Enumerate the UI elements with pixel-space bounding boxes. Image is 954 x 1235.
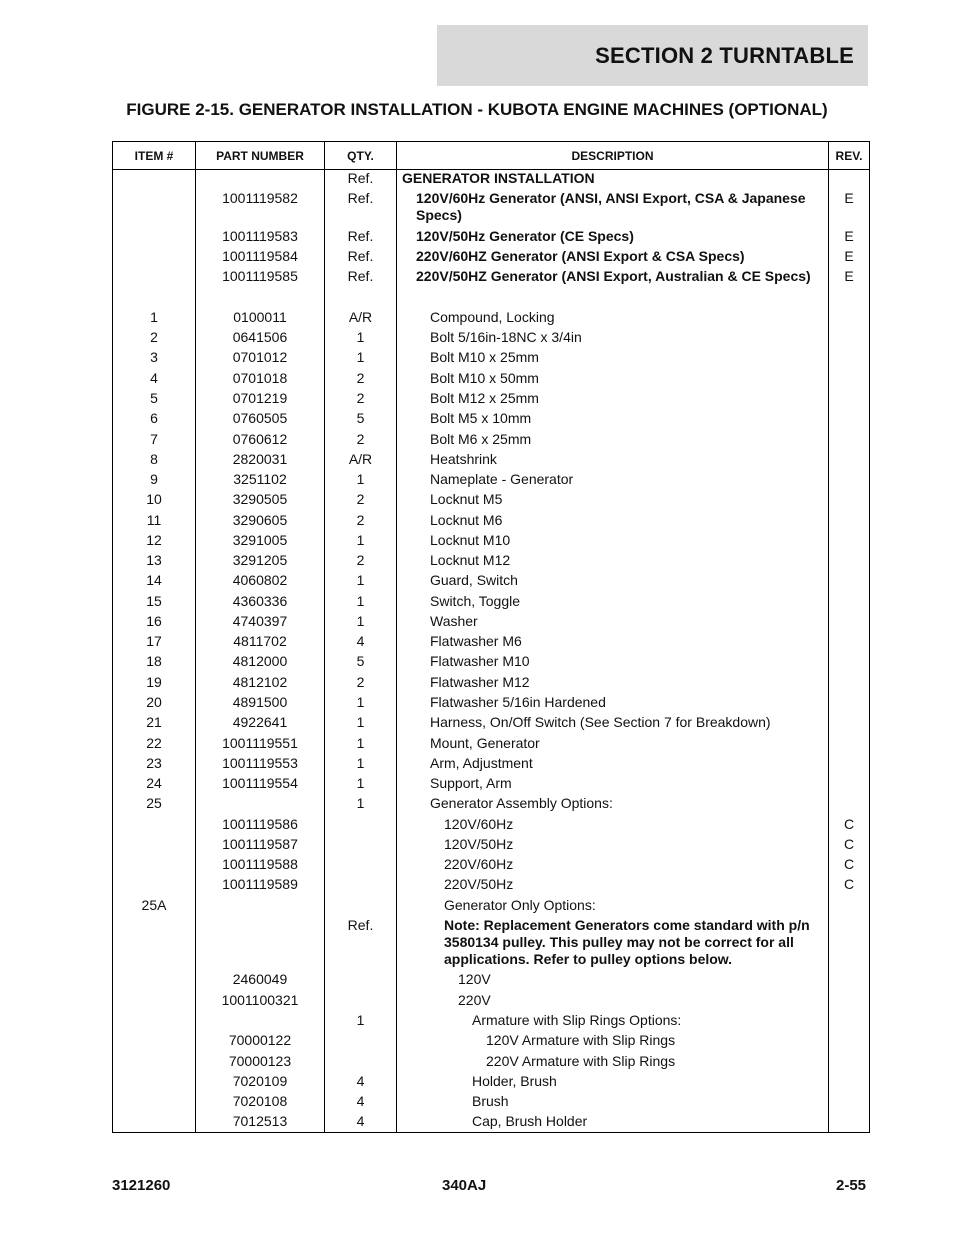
quantity: 1 <box>356 329 365 345</box>
part-number: 70000123 <box>228 1053 292 1069</box>
item-number: 24 <box>146 775 162 791</box>
description: Bolt M10 x 50mm <box>430 370 539 386</box>
item-number: 19 <box>146 674 162 690</box>
revision: E <box>844 190 854 206</box>
description: Locknut M10 <box>430 532 511 548</box>
item-number: 8 <box>150 451 158 467</box>
part-number: 3291005 <box>232 532 288 548</box>
item-number: 12 <box>146 532 162 548</box>
quantity: 1 <box>356 714 365 730</box>
quantity: 1 <box>356 593 365 609</box>
item-number: 21 <box>146 714 162 730</box>
part-number: 3291205 <box>232 552 288 568</box>
description: Compound, Locking <box>430 309 555 325</box>
header-part-number: PART NUMBER <box>216 149 304 163</box>
figure-title: FIGURE 2-15. GENERATOR INSTALLATION - KUBOTA ENGINE MACHINES (OPTIONAL) <box>126 100 828 119</box>
quantity: 1 <box>356 735 365 751</box>
part-number: 0100011 <box>233 309 287 325</box>
quantity: 4 <box>356 1073 365 1089</box>
description: GENERATOR INSTALLATION <box>402 170 595 186</box>
quantity: 1 <box>356 471 365 487</box>
quantity: 1 <box>356 572 365 588</box>
quantity: Ref. <box>347 268 374 284</box>
description: 120V/50Hz <box>444 836 514 852</box>
description: 220V/60Hz <box>444 856 514 872</box>
description: Armature with Slip Rings Options: <box>472 1012 682 1028</box>
part-number: 3251102 <box>233 471 287 487</box>
description: Bolt 5/16in-18NC x 3/4in <box>430 329 582 345</box>
item-number: 16 <box>146 613 162 629</box>
quantity: 2 <box>356 552 365 568</box>
column-divider <box>828 142 829 1132</box>
part-number: 1001119554 <box>222 775 298 791</box>
part-number: 3290505 <box>232 491 288 507</box>
description: 220V/50Hz <box>444 876 514 892</box>
description: Holder, Brush <box>472 1073 557 1089</box>
description: Generator Assembly Options: <box>430 795 613 811</box>
description: Arm, Adjustment <box>430 755 533 771</box>
item-number: 4 <box>150 370 158 386</box>
quantity: 2 <box>356 390 365 406</box>
footer-page-number: 2-55 <box>836 1177 867 1194</box>
part-number: 4740397 <box>232 613 288 629</box>
description: 120V/50Hz Generator (CE Specs) <box>416 228 634 244</box>
description: 220V/60HZ Generator (ANSI Export & CSA Specs) <box>416 248 745 264</box>
part-number: 4360336 <box>232 593 288 609</box>
item-number: 5 <box>150 390 158 406</box>
item-number: 18 <box>146 653 162 669</box>
quantity: Ref. <box>347 190 374 206</box>
quantity: 2 <box>356 512 365 528</box>
quantity: 2 <box>356 431 365 447</box>
item-number: 10 <box>146 491 162 507</box>
part-number: 70000122 <box>228 1032 292 1048</box>
item-number: 17 <box>146 633 162 649</box>
revision: E <box>844 268 854 284</box>
part-number: 1001119589 <box>222 876 298 892</box>
description: 120V Armature with Slip Rings <box>486 1032 676 1048</box>
quantity: 1 <box>356 755 365 771</box>
column-divider <box>396 142 397 1132</box>
description: Locknut M12 <box>430 552 511 568</box>
description: Bolt M6 x 25mm <box>430 431 532 447</box>
quantity: A/R <box>348 309 373 325</box>
part-number: 4060802 <box>232 572 288 588</box>
description: 220V Armature with Slip Rings <box>486 1053 676 1069</box>
description: 120V/60Hz <box>444 816 514 832</box>
part-number: 0641506 <box>232 329 288 345</box>
quantity: Ref. <box>347 228 374 244</box>
part-number: 1001119582 <box>222 190 298 206</box>
part-number: 4891500 <box>232 694 288 710</box>
part-number: 2820031 <box>232 451 288 467</box>
part-number: 0701012 <box>232 349 288 365</box>
part-number: 1001119588 <box>222 856 298 872</box>
quantity: 2 <box>356 674 365 690</box>
quantity: 1 <box>356 694 365 710</box>
item-number: 22 <box>146 735 162 751</box>
description: Locknut M5 <box>430 491 503 507</box>
part-number: 1001119585 <box>222 268 298 284</box>
part-number: 3290605 <box>232 512 288 528</box>
description: Switch, Toggle <box>430 593 521 609</box>
footer-doc-number: 3121260 <box>112 1177 171 1194</box>
description: Bolt M5 x 10mm <box>430 410 532 426</box>
description: Cap, Brush Holder <box>472 1113 588 1129</box>
part-number: 1001119553 <box>222 755 298 771</box>
item-number: 23 <box>146 755 162 771</box>
part-number: 0760612 <box>232 431 288 447</box>
description: 120V/60Hz Generator (ANSI, ANSI Export, CSA & Japanese Specs) <box>416 190 806 223</box>
description: Mount, Generator <box>430 735 540 751</box>
quantity: Ref. <box>347 248 374 264</box>
quantity: Ref. <box>347 917 374 933</box>
revision: E <box>844 228 854 244</box>
quantity: 2 <box>356 370 365 386</box>
description: Harness, On/Off Switch (See Section 7 for Breakdown) <box>430 714 771 730</box>
quantity: 1 <box>356 613 365 629</box>
quantity: 1 <box>356 795 365 811</box>
part-number: 0701018 <box>232 370 288 386</box>
section-title: SECTION 2 TURNTABLE <box>595 42 854 68</box>
quantity: 4 <box>356 1093 365 1109</box>
part-number: 4922641 <box>232 714 288 730</box>
part-number: 7020108 <box>232 1093 288 1109</box>
item-number: 7 <box>150 431 158 447</box>
part-number: 7012513 <box>232 1113 288 1129</box>
quantity: 2 <box>356 491 365 507</box>
item-number: 3 <box>150 349 158 365</box>
section-header <box>437 25 868 86</box>
item-number: 11 <box>146 512 162 528</box>
header-qty: QTY. <box>347 149 374 163</box>
quantity: 1 <box>356 349 365 365</box>
quantity: Ref. <box>347 170 374 186</box>
quantity: 1 <box>356 775 365 791</box>
part-number: 7020109 <box>232 1073 288 1089</box>
item-number: 14 <box>146 572 162 588</box>
footer-model: 340AJ <box>442 1177 487 1194</box>
parts-table <box>112 141 870 1133</box>
revision: E <box>844 248 854 264</box>
revision: C <box>843 816 855 832</box>
quantity: 1 <box>356 532 365 548</box>
header-description: DESCRIPTION <box>571 149 654 163</box>
description: Flatwasher M10 <box>430 653 530 669</box>
description: Brush <box>472 1093 509 1109</box>
part-number: 1001119551 <box>222 735 298 751</box>
item-number: 15 <box>146 593 162 609</box>
part-number: 0701219 <box>232 390 288 406</box>
part-number: 1001119583 <box>222 228 298 244</box>
item-number: 2 <box>150 329 158 345</box>
quantity: 4 <box>356 1113 365 1129</box>
item-number: 1 <box>150 309 158 325</box>
part-number: 4811702 <box>233 633 287 649</box>
description: Locknut M6 <box>430 512 503 528</box>
description: 220V <box>458 992 491 1008</box>
revision: C <box>843 876 855 892</box>
description: 220V/50HZ Generator (ANSI Export, Australian & CE Specs) <box>416 268 811 284</box>
table-header <box>113 142 869 170</box>
part-number: 1001119586 <box>222 816 298 832</box>
description: Flatwasher M6 <box>430 633 522 649</box>
description: Support, Arm <box>430 775 512 791</box>
item-number: 25 <box>146 795 162 811</box>
part-number: 2460049 <box>232 971 288 987</box>
part-number: 4812000 <box>232 653 288 669</box>
item-number: 6 <box>150 410 158 426</box>
description: Bolt M12 x 25mm <box>430 390 539 406</box>
description: Bolt M10 x 25mm <box>430 349 539 365</box>
description: Nameplate - Generator <box>430 471 574 487</box>
quantity: 1 <box>356 1012 365 1028</box>
item-number: 25A <box>141 897 167 913</box>
part-number: 1001119584 <box>222 248 298 264</box>
description: Guard, Switch <box>430 572 518 588</box>
header-item: ITEM # <box>134 149 174 163</box>
description: Flatwasher 5/16in Hardened <box>430 694 606 710</box>
revision: C <box>843 856 855 872</box>
description: Flatwasher M12 <box>430 674 530 690</box>
quantity: 5 <box>356 653 365 669</box>
item-number: 20 <box>146 694 162 710</box>
part-number: 4812102 <box>232 674 288 690</box>
description: Heatshrink <box>430 451 497 467</box>
quantity: 4 <box>356 633 365 649</box>
quantity: A/R <box>348 451 373 467</box>
part-number: 1001100321 <box>221 992 299 1008</box>
item-number: 13 <box>146 552 162 568</box>
description: Washer <box>430 613 478 629</box>
part-number: 0760505 <box>232 410 288 426</box>
quantity: 5 <box>356 410 365 426</box>
description: 120V <box>458 971 491 987</box>
header-rev: REV. <box>835 149 863 163</box>
part-number: 1001119587 <box>222 836 298 852</box>
item-number: 9 <box>150 471 158 487</box>
description: Note: Replacement Generators come standard with p/n 3580134 pulley. This pulley may not be correct for all applications. Refer to pulley options below. <box>444 917 810 967</box>
revision: C <box>843 836 855 852</box>
description: Generator Only Options: <box>444 897 596 913</box>
